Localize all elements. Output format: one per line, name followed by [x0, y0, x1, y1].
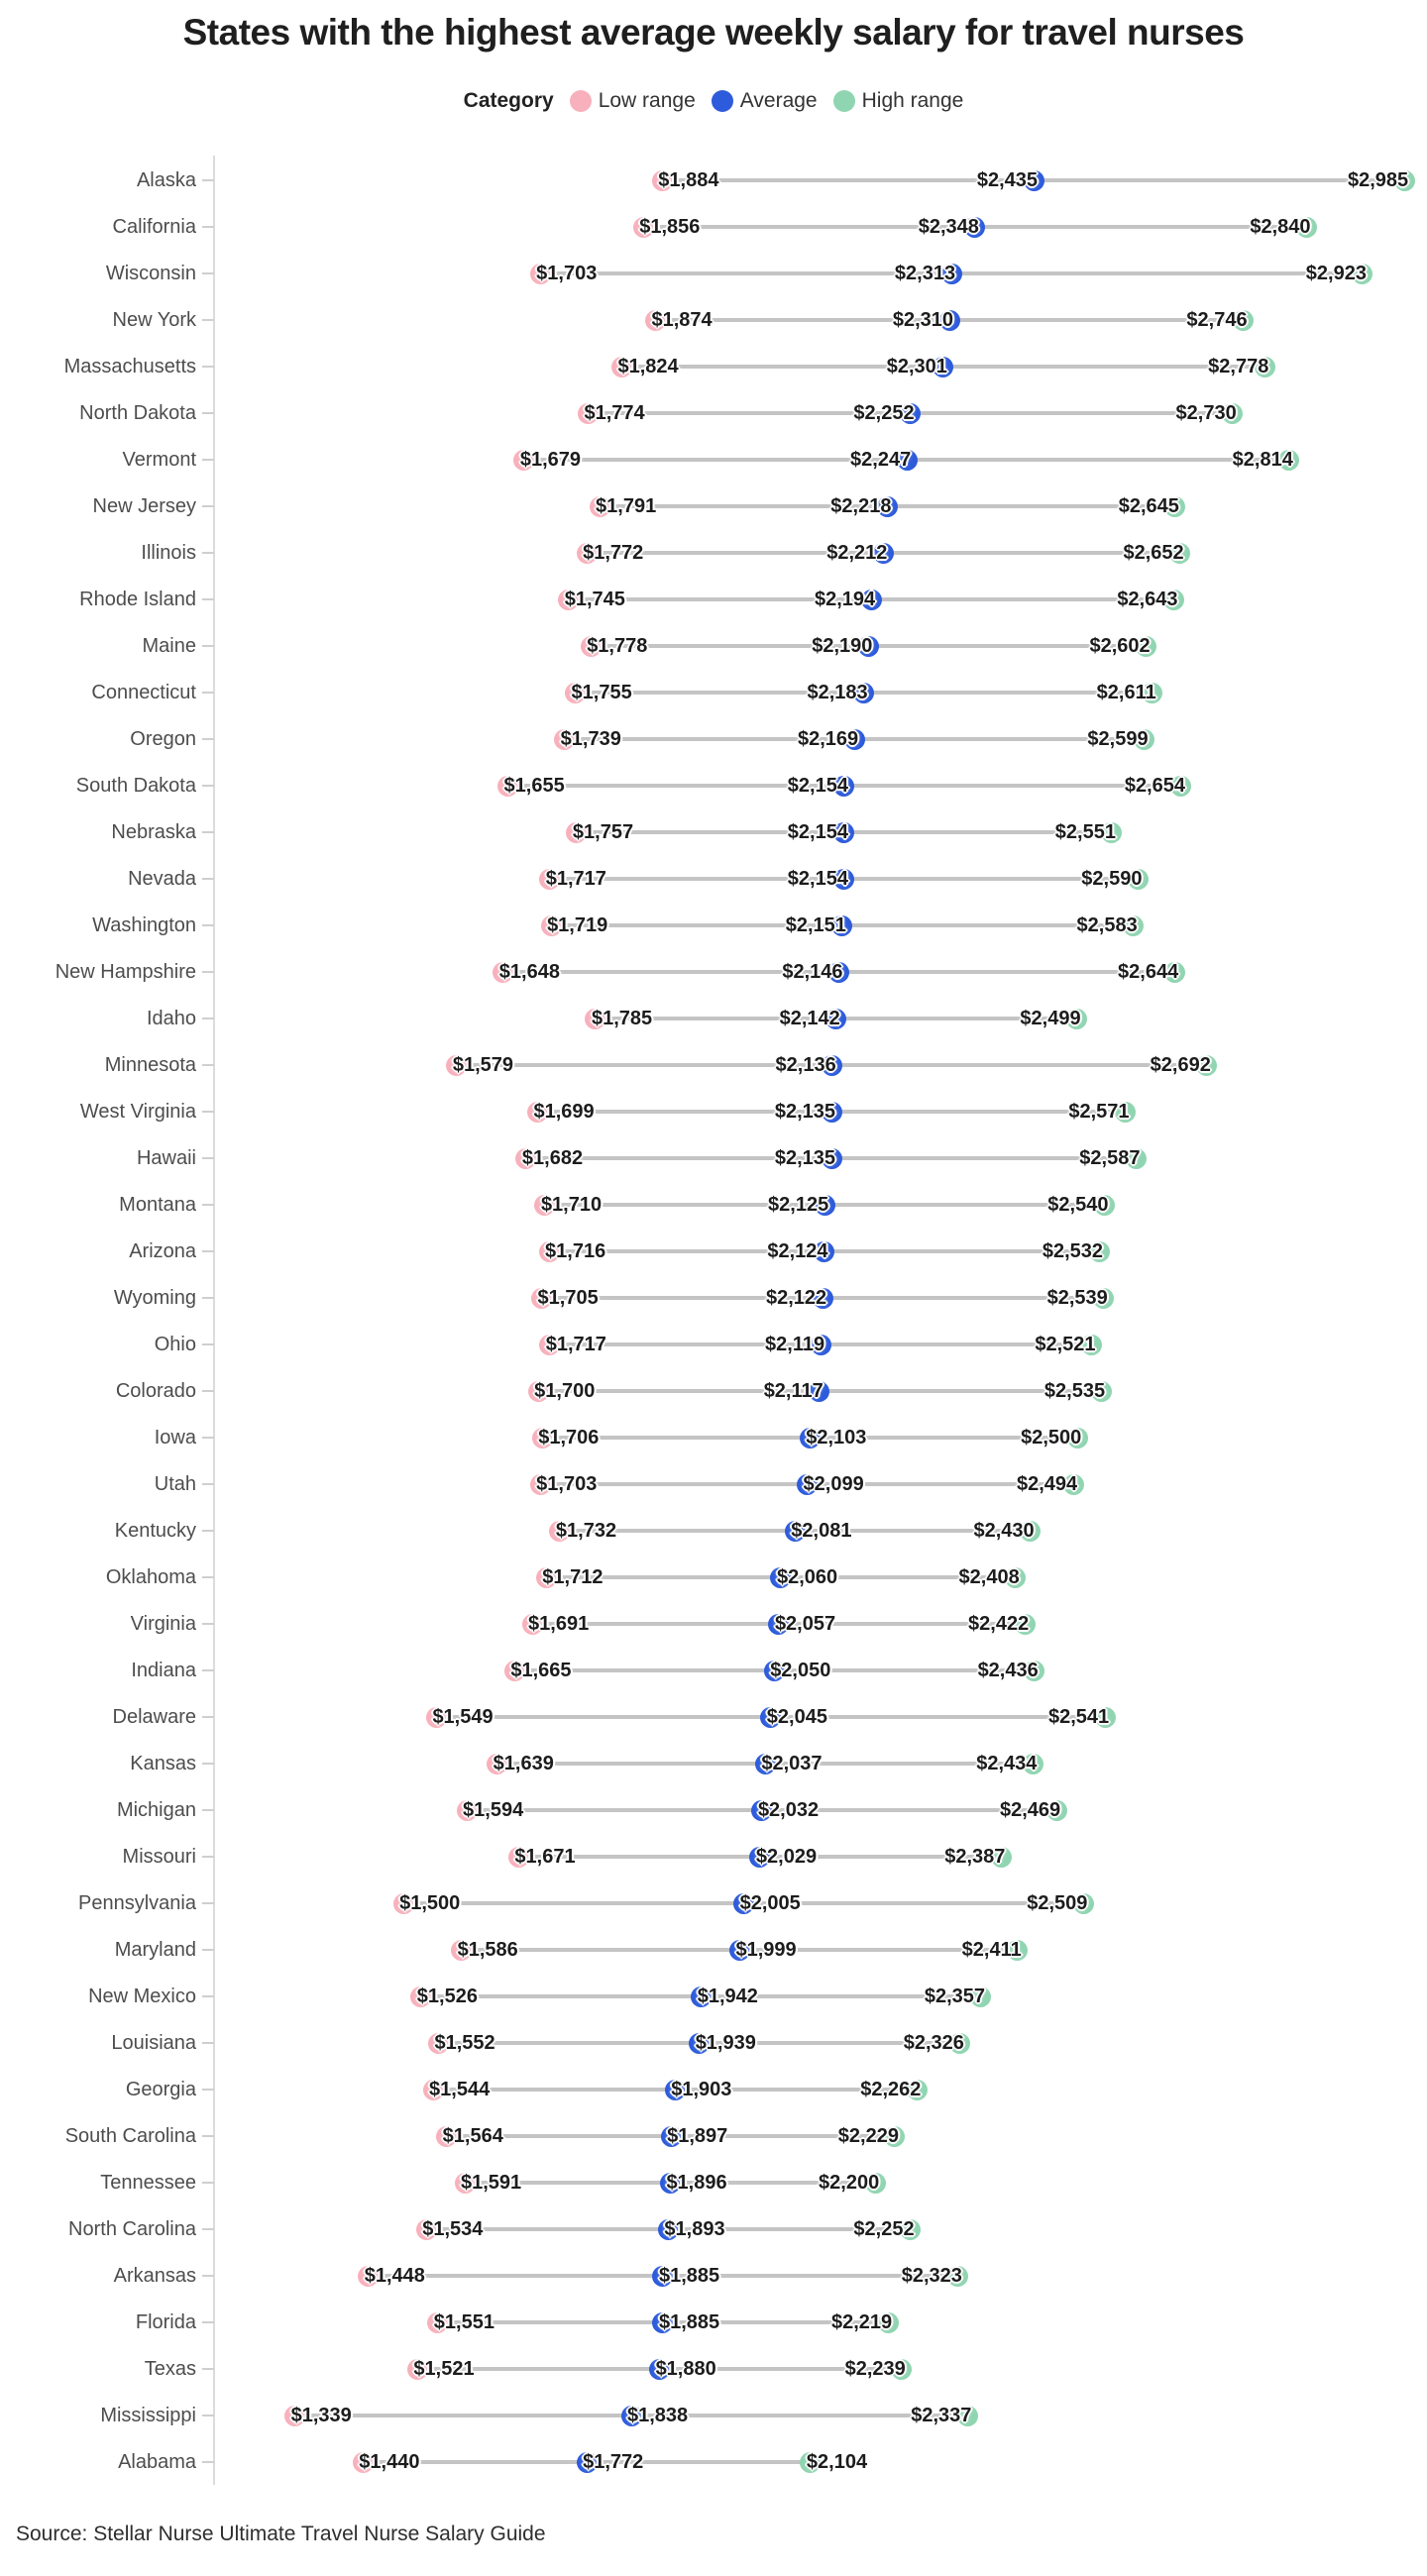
average-value-label: $1,903 — [671, 2079, 732, 2100]
row-tick-mark — [202, 2368, 214, 2370]
row-tick-mark — [202, 924, 214, 926]
high-value-label: $2,104 — [806, 2451, 868, 2473]
low-value-label: $1,856 — [639, 216, 701, 238]
average-value-label: $1,838 — [627, 2405, 689, 2426]
row-tick-mark — [202, 1716, 214, 1718]
low-value-label: $1,448 — [364, 2265, 425, 2287]
average-value-label: $2,136 — [775, 1054, 836, 1076]
average-value-label: $2,348 — [918, 216, 979, 238]
high-value-label: $2,541 — [1047, 1706, 1110, 1728]
state-label: Hawaii — [136, 1147, 196, 1169]
average-value-label: $2,154 — [787, 821, 848, 843]
legend-label-average: Average — [739, 89, 818, 112]
low-value-label: $1,679 — [519, 449, 582, 471]
low-value-label: $1,671 — [514, 1846, 576, 1868]
state-label: Alaska — [136, 169, 196, 191]
low-value-label: $1,440 — [359, 2451, 420, 2473]
low-value-label: $1,552 — [434, 2032, 495, 2054]
average-value-label: $2,032 — [757, 1799, 820, 1821]
state-label: Illinois — [141, 542, 196, 564]
average-value-label: $2,313 — [894, 263, 956, 284]
average-value-label: $2,169 — [797, 728, 859, 750]
low-value-label: $1,534 — [422, 2218, 484, 2240]
row-tick-mark — [202, 1995, 214, 1997]
average-value-label: $2,037 — [761, 1753, 823, 1774]
legend-label-low-range: Low range — [598, 89, 696, 112]
state-label: Kansas — [130, 1753, 196, 1774]
high-value-label: $2,387 — [944, 1846, 1006, 1868]
high-value-label: $2,814 — [1232, 449, 1293, 471]
high-value-label: $2,583 — [1076, 914, 1138, 936]
high-value-label: $2,326 — [903, 2032, 964, 2054]
high-value-label: $2,229 — [837, 2125, 899, 2147]
low-value-label: $1,699 — [533, 1101, 595, 1123]
state-label: Michigan — [116, 1799, 196, 1821]
row-tick-mark — [202, 226, 214, 228]
average-value-label: $1,939 — [695, 2032, 756, 2054]
low-value-label: $1,716 — [545, 1240, 606, 1262]
average-value-label: $2,005 — [739, 1892, 801, 1914]
average-value-label: $2,252 — [853, 402, 915, 424]
state-label: West Virginia — [79, 1101, 196, 1123]
state-label: Wisconsin — [105, 263, 196, 284]
low-value-label: $1,551 — [433, 2311, 494, 2333]
row-tick-mark — [202, 1343, 214, 1345]
low-value-label: $1,526 — [416, 1986, 478, 2007]
state-label: Mississippi — [100, 2405, 196, 2426]
average-value-label: $2,142 — [779, 1008, 840, 1029]
average-value-label: $1,885 — [658, 2265, 720, 2287]
average-value-label: $2,029 — [755, 1846, 818, 1868]
average-value-label: $2,050 — [770, 1660, 831, 1681]
high-value-label: $2,532 — [1042, 1240, 1104, 1262]
row-tick-mark — [202, 1809, 214, 1811]
state-label: Oklahoma — [105, 1566, 196, 1588]
state-label: Louisiana — [111, 2032, 196, 2054]
low-value-label: $1,544 — [429, 2079, 491, 2100]
low-value-label: $1,739 — [560, 728, 621, 750]
state-label: New Jersey — [92, 495, 196, 517]
high-value-label: $2,200 — [819, 2172, 880, 2194]
row-tick-mark — [202, 831, 214, 833]
state-label: Alabama — [118, 2451, 196, 2473]
row-tick-mark — [202, 1530, 214, 1532]
high-value-label: $2,571 — [1068, 1101, 1130, 1123]
row-tick-mark — [202, 1297, 214, 1299]
row-tick-mark — [202, 785, 214, 787]
low-value-label: $1,579 — [452, 1054, 514, 1076]
high-value-label: $2,262 — [860, 2079, 922, 2100]
row-tick-mark — [202, 1763, 214, 1765]
low-value-label: $1,757 — [572, 821, 634, 843]
row-tick-mark — [202, 412, 214, 414]
average-value-label: $2,103 — [806, 1427, 867, 1449]
row-tick-mark — [202, 459, 214, 461]
average-value-label: $1,999 — [735, 1939, 797, 1961]
high-value-label: $2,590 — [1081, 868, 1143, 890]
average-value-label: $1,896 — [666, 2172, 727, 2194]
state-label: New Hampshire — [55, 961, 196, 983]
average-value-label: $2,135 — [774, 1101, 836, 1123]
average-value-label: $1,893 — [664, 2218, 725, 2240]
state-label: New Mexico — [88, 1986, 196, 2007]
average-value-label: $2,045 — [766, 1706, 827, 1728]
high-value-label: $2,840 — [1250, 216, 1311, 238]
row-tick-mark — [202, 319, 214, 321]
high-value-label: $2,643 — [1117, 589, 1178, 610]
low-value-label: $1,703 — [536, 1473, 598, 1495]
average-value-label: $2,190 — [812, 635, 873, 657]
high-value-label: $2,587 — [1079, 1147, 1141, 1169]
average-value-label: $2,119 — [765, 1334, 825, 1355]
state-label: South Carolina — [64, 2125, 196, 2147]
row-tick-mark — [202, 1250, 214, 1252]
row-tick-mark — [202, 1437, 214, 1439]
low-value-label: $1,717 — [545, 868, 606, 890]
low-value-label: $1,824 — [617, 356, 679, 377]
low-value-label: $1,521 — [413, 2358, 475, 2380]
low-value-label: $1,648 — [498, 961, 560, 983]
high-value-label: $2,469 — [1000, 1799, 1061, 1821]
state-label: Tennessee — [100, 2172, 196, 2194]
row-tick-mark — [202, 2135, 214, 2137]
low-value-label: $1,791 — [596, 495, 657, 517]
low-value-label: $1,710 — [540, 1194, 603, 1216]
legend-category-label: Category — [463, 89, 554, 112]
state-label: New York — [112, 309, 196, 331]
state-label: Texas — [144, 2358, 196, 2380]
high-value-label: $2,644 — [1118, 961, 1179, 983]
average-value-label: $2,099 — [803, 1473, 864, 1495]
row-tick-mark — [202, 2182, 214, 2184]
source-note: Source: Stellar Nurse Ultimate Travel Nurse Salary Guide — [16, 2522, 546, 2545]
state-label: Connecticut — [91, 682, 196, 703]
state-label: North Dakota — [79, 402, 196, 424]
low-value-label: $1,665 — [510, 1660, 572, 1681]
high-value-label: $2,551 — [1054, 821, 1116, 843]
row-tick-mark — [202, 692, 214, 694]
state-label: Colorado — [115, 1380, 196, 1402]
row-tick-mark — [202, 1856, 214, 1858]
row-tick-mark — [202, 179, 214, 181]
state-label: Vermont — [122, 449, 196, 471]
state-label: Rhode Island — [79, 589, 196, 610]
state-label: Arizona — [129, 1240, 196, 1262]
row-tick-mark — [202, 878, 214, 880]
low-value-label: $1,785 — [591, 1008, 653, 1029]
high-value-label: $2,323 — [901, 2265, 962, 2287]
average-value-label: $2,301 — [886, 356, 947, 377]
row-tick-mark — [202, 2461, 214, 2463]
high-value-label: $2,499 — [1020, 1008, 1081, 1029]
average-value-label: $2,183 — [807, 682, 868, 703]
high-value-label: $2,652 — [1123, 542, 1184, 564]
high-value-label: $2,357 — [924, 1986, 985, 2007]
low-value-label: $1,564 — [442, 2125, 503, 2147]
high-value-label: $2,500 — [1021, 1427, 1082, 1449]
low-value-label: $1,755 — [571, 682, 632, 703]
legend-label-high-range: High range — [861, 89, 964, 112]
high-value-label: $2,730 — [1175, 402, 1237, 424]
low-value-label: $1,745 — [564, 589, 625, 610]
row-tick-mark — [202, 552, 214, 554]
state-label: Nebraska — [111, 821, 196, 843]
average-value-label: $1,897 — [667, 2125, 728, 2147]
high-value-label: $2,540 — [1047, 1194, 1109, 1216]
row-tick-mark — [202, 272, 214, 274]
row-tick-mark — [202, 1018, 214, 1020]
low-value-label: $1,717 — [545, 1334, 606, 1355]
average-value-label: $2,218 — [830, 495, 892, 517]
row-tick-mark — [202, 1390, 214, 1392]
low-value-label: $1,884 — [658, 169, 719, 191]
high-value-label: $2,430 — [973, 1520, 1035, 1542]
average-value-label: $2,151 — [785, 914, 846, 936]
high-value-label: $2,645 — [1118, 495, 1179, 517]
row-tick-mark — [202, 1157, 214, 1159]
low-value-label: $1,500 — [399, 1892, 461, 1914]
state-label: Maryland — [114, 1939, 196, 1961]
average-value-label: $2,146 — [782, 961, 843, 983]
row-tick-mark — [202, 366, 214, 368]
low-value-label: $1,772 — [583, 542, 644, 564]
state-label: Georgia — [125, 2079, 196, 2100]
high-value-label: $2,422 — [968, 1613, 1030, 1635]
low-value-label: $1,700 — [534, 1380, 596, 1402]
row-tick-mark — [202, 1111, 214, 1113]
high-value-label: $2,337 — [911, 2405, 972, 2426]
average-value-label: $2,310 — [892, 309, 954, 331]
high-value-label: $2,923 — [1305, 263, 1367, 284]
average-value-label: $1,942 — [697, 1986, 758, 2007]
high-value-label: $2,436 — [977, 1660, 1039, 1681]
low-value-label: $1,705 — [537, 1287, 599, 1309]
low-value-label: $1,691 — [528, 1613, 590, 1635]
average-value-label: $2,122 — [766, 1287, 827, 1309]
row-tick-mark — [202, 1949, 214, 1951]
high-value-label: $2,599 — [1087, 728, 1149, 750]
state-label: Idaho — [146, 1008, 196, 1029]
low-value-label: $1,774 — [584, 402, 645, 424]
high-value-label: $2,434 — [976, 1753, 1038, 1774]
low-value-label: $1,594 — [463, 1799, 524, 1821]
state-label: Iowa — [154, 1427, 196, 1449]
state-label: Wyoming — [113, 1287, 196, 1309]
average-value-label: $2,081 — [791, 1520, 852, 1542]
average-value-label: $2,117 — [763, 1380, 823, 1402]
low-value-label: $1,719 — [547, 914, 608, 936]
high-value-label: $2,408 — [958, 1566, 1020, 1588]
row-tick-mark — [202, 1623, 214, 1625]
average-value-label: $2,135 — [774, 1147, 836, 1169]
high-value-label: $2,539 — [1046, 1287, 1108, 1309]
high-value-label: $2,778 — [1208, 356, 1269, 377]
row-tick-mark — [202, 1064, 214, 1066]
row-tick-mark — [202, 971, 214, 973]
state-label: Maine — [142, 635, 196, 657]
state-label: Massachusetts — [63, 356, 196, 377]
low-value-label: $1,712 — [542, 1566, 604, 1588]
low-value-label: $1,586 — [457, 1939, 518, 1961]
high-value-label: $2,602 — [1089, 635, 1151, 657]
state-label: Ohio — [154, 1334, 196, 1355]
average-value-label: $2,154 — [787, 775, 848, 797]
average-value-label: $1,885 — [658, 2311, 720, 2333]
low-value-label: $1,778 — [587, 635, 648, 657]
high-value-label: $2,985 — [1347, 169, 1409, 191]
low-value-label: $1,732 — [555, 1520, 617, 1542]
state-label: Utah — [154, 1473, 196, 1495]
row-tick-mark — [202, 2089, 214, 2091]
average-value-label: $2,212 — [826, 542, 888, 564]
average-value-label: $2,060 — [776, 1566, 838, 1588]
row-tick-mark — [202, 1902, 214, 1904]
state-label: California — [112, 216, 196, 238]
state-label: Washington — [92, 914, 196, 936]
low-value-label: $1,591 — [461, 2172, 522, 2194]
state-label: Indiana — [131, 1660, 196, 1681]
state-label: South Dakota — [75, 775, 196, 797]
average-value-label: $1,880 — [655, 2358, 716, 2380]
low-value-label: $1,703 — [536, 263, 598, 284]
average-value-label: $2,435 — [976, 169, 1039, 191]
low-value-label: $1,682 — [521, 1147, 584, 1169]
low-value-label: $1,655 — [503, 775, 565, 797]
high-value-label: $2,611 — [1096, 682, 1156, 703]
average-value-label: $2,154 — [787, 868, 848, 890]
row-tick-mark — [202, 2321, 214, 2323]
average-value-label: $2,247 — [850, 449, 912, 471]
row-tick-mark — [202, 1669, 214, 1671]
average-value-label: $2,057 — [774, 1613, 836, 1635]
state-label: Minnesota — [104, 1054, 196, 1076]
high-value-label: $2,654 — [1124, 775, 1185, 797]
state-label: Montana — [119, 1194, 196, 1216]
high-value-label: $2,692 — [1150, 1054, 1211, 1076]
state-label: Missouri — [122, 1846, 196, 1868]
high-value-label: $2,509 — [1027, 1892, 1088, 1914]
high-value-label: $2,411 — [961, 1939, 1022, 1961]
row-tick-mark — [202, 2228, 214, 2230]
state-label: Nevada — [128, 868, 196, 890]
row-tick-mark — [202, 1483, 214, 1485]
high-value-label: $2,521 — [1035, 1334, 1096, 1355]
row-tick-mark — [202, 598, 214, 600]
average-value-label: $1,772 — [583, 2451, 644, 2473]
state-label: Delaware — [112, 1706, 196, 1728]
high-value-label: $2,239 — [844, 2358, 906, 2380]
state-label: Florida — [135, 2311, 196, 2333]
low-value-label: $1,549 — [432, 1706, 494, 1728]
low-value-label: $1,339 — [290, 2405, 352, 2426]
row-tick-mark — [202, 2415, 214, 2416]
state-label: North Carolina — [68, 2218, 196, 2240]
row-tick-mark — [202, 738, 214, 740]
row-tick-mark — [202, 645, 214, 647]
average-value-label: $2,124 — [767, 1240, 828, 1262]
state-label: Kentucky — [114, 1520, 196, 1542]
high-value-label: $2,219 — [830, 2311, 893, 2333]
state-label: Virginia — [130, 1613, 196, 1635]
high-value-label: $2,535 — [1043, 1380, 1106, 1402]
average-value-label: $2,194 — [814, 589, 876, 610]
row-tick-mark — [202, 1576, 214, 1578]
high-value-label: $2,252 — [853, 2218, 915, 2240]
state-label: Arkansas — [113, 2265, 196, 2287]
row-tick-mark — [202, 505, 214, 507]
row-tick-mark — [202, 2275, 214, 2277]
state-label: Oregon — [130, 728, 196, 750]
low-value-label: $1,639 — [493, 1753, 554, 1774]
low-value-label: $1,706 — [538, 1427, 600, 1449]
row-tick-mark — [202, 2042, 214, 2044]
high-value-label: $2,494 — [1017, 1473, 1078, 1495]
low-value-label: $1,874 — [651, 309, 713, 331]
chart-title: States with the highest average weekly salary for travel nurses — [182, 12, 1245, 53]
high-value-label: $2,746 — [1186, 309, 1248, 331]
row-tick-mark — [202, 1204, 214, 1206]
average-value-label: $2,125 — [768, 1194, 829, 1216]
state-label: Pennsylvania — [78, 1892, 196, 1914]
